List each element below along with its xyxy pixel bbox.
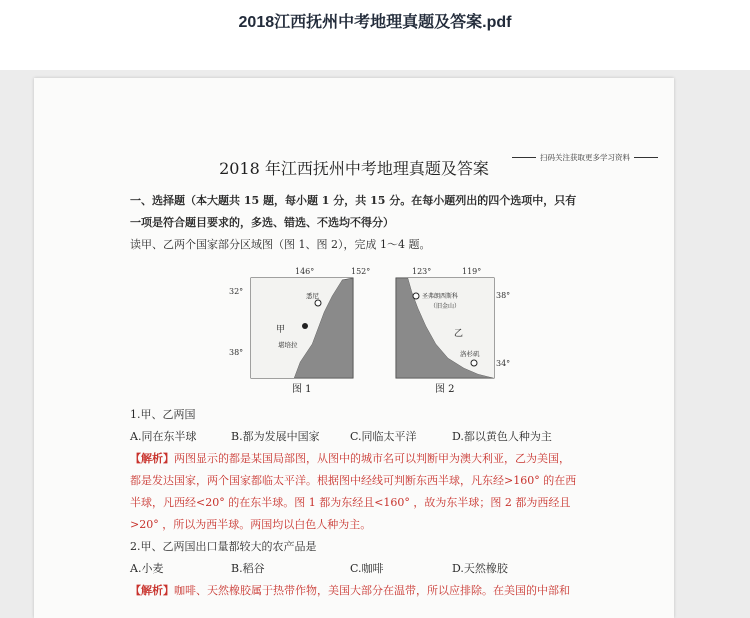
document-title: 2018 年江西抚州中考地理真题及答案 <box>219 159 489 178</box>
fig1-city-top-marker <box>315 300 321 306</box>
fig2-lon-label-2: 119° <box>462 267 482 276</box>
fig2-country-label: 乙 <box>454 329 464 339</box>
fig1-lat-label-2: 38° <box>229 348 244 357</box>
fig1-map <box>251 278 353 378</box>
fig2-lon-label-1: 123° <box>412 267 432 276</box>
q1-analysis-line-1 <box>130 450 570 466</box>
section-heading-line-2: 一项是符合题目要求的，多选、错选、不选均不得分） <box>130 216 394 229</box>
fig2-lat-label-2: 34° <box>496 359 511 368</box>
fig1-capital-marker <box>302 323 308 329</box>
q1-option-b: B.都为发展中国家 <box>231 430 320 443</box>
fig2-lat-label-1: 38° <box>496 291 511 300</box>
q2-option-c: C.咖啡 <box>350 562 384 575</box>
fig1-lon-label-1: 146° <box>295 267 315 276</box>
fig2-city-top-marker <box>413 293 419 299</box>
q1-analysis-line-4: >20° ，所以为西半球。两国均以白色人种为主。 <box>130 518 372 531</box>
side-note-text: 扫码关注获取更多学习资料 <box>540 153 630 162</box>
q1-analysis-line-2: 都是发达国家，两个国家都临太平洋。根据图中经线可判断东西半球，凡东经>160° 的在西 <box>130 474 577 487</box>
fig1-lon-label-2: 152° <box>351 267 371 276</box>
q2-option-a: A.小麦 <box>130 562 164 575</box>
q1-options <box>130 428 610 442</box>
fig2-city-top-sublabel: （旧金山） <box>430 303 461 310</box>
q1-analysis-line-3: 半球，凡西经<20° 的在东半球。图 1 都为东经且<160° ，故为东半球；图 2 都为西经且 <box>130 496 571 509</box>
fig1-country-label: 甲 <box>276 325 286 335</box>
q1-option-a: A.同在东半球 <box>130 430 197 443</box>
q2-analysis-tag: 【解析】 <box>130 584 174 597</box>
fig1-city-top-label: 悉尼 <box>306 292 319 300</box>
q2-analysis-text-1: 咖啡、天然橡胶属于热带作物，美国大部分在温带，所以应排除。在美国的中部和 <box>174 584 570 597</box>
q2-option-b: B.稻谷 <box>231 562 265 575</box>
fig1-caption: 图 1 <box>292 384 312 395</box>
section-heading-line-1: 一、选择题（本大题共 15 题，每小题 1 分，共 15 分。在每小题列出的四个选项中，只有 <box>130 194 577 207</box>
viewer-header <box>0 0 750 70</box>
document-page <box>34 78 674 618</box>
fig1-lat-label-1: 32° <box>229 287 244 296</box>
reading-intro: 读甲、乙两个国家部分区域图（图 1、图 2），完成 1～4 题。 <box>130 238 431 251</box>
q1-option-c: C.同临太平洋 <box>350 430 417 443</box>
fig2-caption: 图 2 <box>435 384 455 395</box>
q1-option-d: D.都以黄色人种为主 <box>452 430 552 443</box>
fig2-city-bottom-label: 洛杉矶 <box>460 350 480 358</box>
q2-stem: 2.甲、乙两国出口量都较大的农产品是 <box>130 540 317 553</box>
q1-analysis-tag: 【解析】 <box>130 452 174 465</box>
q1-analysis-text-1: 两图显示的都是某国局部图，从图中的城市名可以判断甲为澳大利亚，乙为美国， <box>174 452 570 465</box>
file-title: 2018江西抚州中考地理真题及答案.pdf <box>238 14 512 31</box>
q1-stem: 1.甲、乙两国 <box>130 408 196 421</box>
q2-options <box>130 560 610 574</box>
fig2-city-bottom-marker <box>471 360 477 366</box>
fig1-city-bottom-label: 堪培拉 <box>278 341 298 349</box>
map-figure <box>224 264 514 396</box>
fig2-city-top-label: 圣弗朗西斯科 <box>422 293 459 300</box>
q2-option-d: D.天然橡胶 <box>452 562 508 575</box>
q2-analysis-line-1 <box>130 582 570 598</box>
map-figure-svg <box>224 264 514 396</box>
